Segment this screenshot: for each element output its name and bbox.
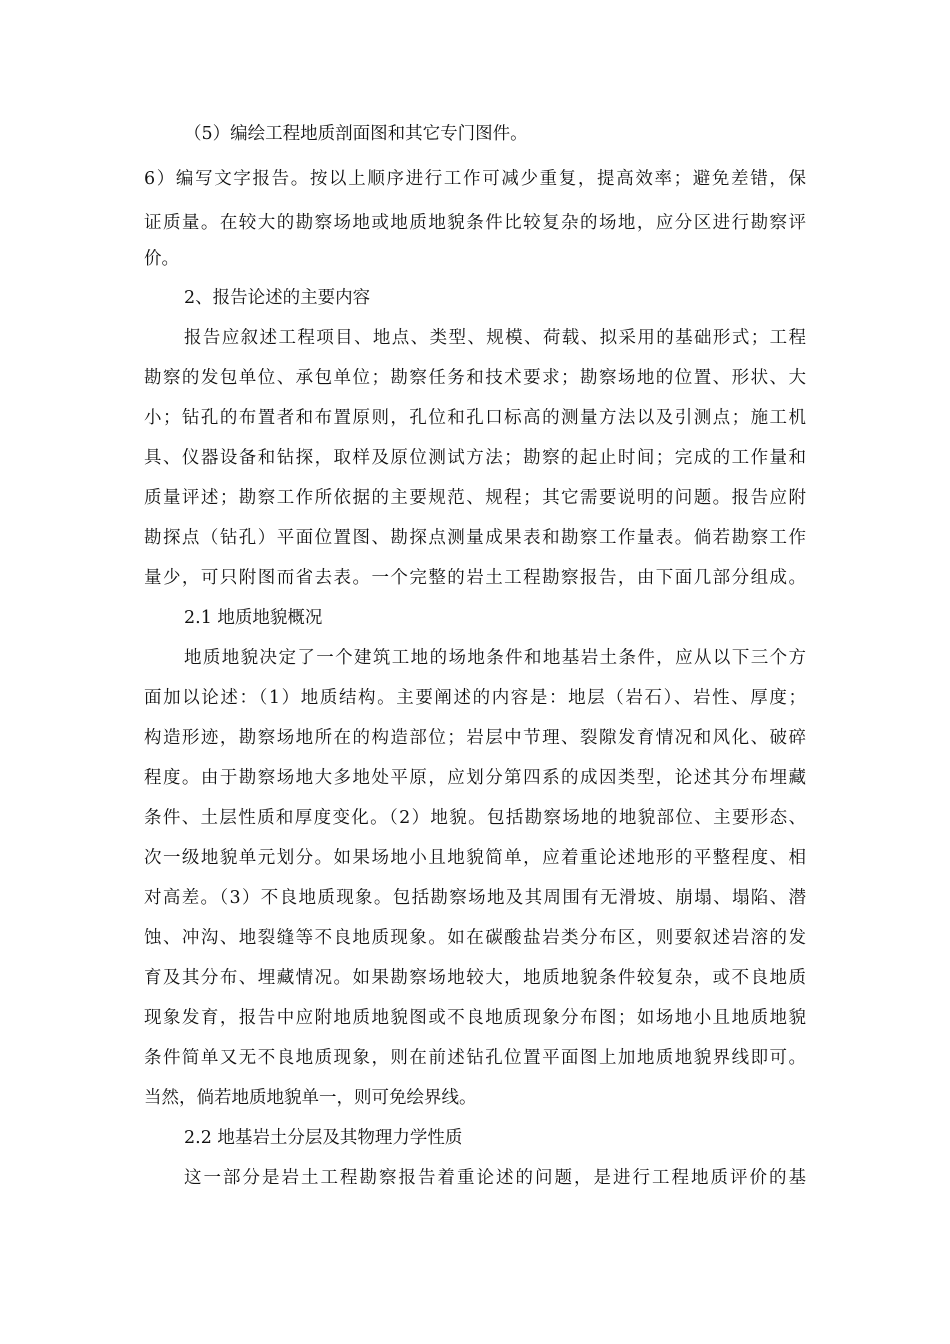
paragraph-line: 条件简单又无不良地质现象，则在前述钻孔位置平面图上加地质地貌界线即可。 [144,1048,806,1068]
paragraph-line: 报告应叙述工程项目、地点、类型、规模、荷载、拟采用的基础形式；工程 [184,328,806,348]
paragraph-line: 具、仪器设备和钻探，取样及原位测试方法；勘察的起止时间；完成的工作量和 [144,448,806,468]
paragraph-line: 量少，可只附图而省去表。一个完整的岩土工程勘察报告，由下面几部分组成。 [144,568,806,588]
paragraph-line: 勘察的发包单位、承包单位；勘察任务和技术要求；勘察场地的位置、形状、大 [144,368,806,388]
paragraph-line: 地质地貌决定了一个建筑工地的场地条件和地基岩土条件，应从以下三个方 [184,648,806,668]
paragraph-line: 小；钻孔的布置者和布置原则，孔位和孔口标高的测量方法以及引测点；施工机 [144,408,806,428]
paragraph-line: 价。 [144,249,179,269]
paragraph-line: 证质量。在较大的勘察场地或地质地貌条件比较复杂的场地，应分区进行勘察评 [144,213,806,233]
paragraph-line: 现象发育，报告中应附地质地貌图或不良地质现象分布图；如场地小且地质地貌 [144,1008,806,1028]
section-heading-2-1: 2.1 地质地貌概况 [184,608,323,628]
paragraph-line: 这一部分是岩土工程勘察报告着重论述的问题，是进行工程地质评价的基 [184,1168,806,1188]
paragraph-line: 对高差。（3）不良地质现象。包括勘察场地及其周围有无滑坡、崩塌、塌陷、潜 [144,888,806,908]
paragraph-line: 构造形迹，勘察场地所在的构造部位；岩层中节理、裂隙发育情况和风化、破碎 [144,728,806,748]
paragraph-line: 次一级地貌单元划分。如果场地小且地貌简单，应着重论述地形的平整程度、相 [144,848,806,868]
paragraph-line-step-5: （5）编绘工程地质剖面图和其它专门图件。 [184,124,528,144]
paragraph-line: 面加以论述：（1）地质结构。主要阐述的内容是：地层（岩石）、岩性、厚度； [144,688,806,708]
paragraph-line: 程度。由于勘察场地大多地处平原，应划分第四系的成因类型，论述其分布埋藏 [144,768,806,788]
paragraph-line: 勘探点（钻孔）平面位置图、勘探点测量成果表和勘察工作量表。倘若勘察工作 [144,528,806,548]
paragraph-line: 当然，倘若地质地貌单一，则可免绘界线。 [144,1088,477,1108]
paragraph-line: 蚀、冲沟、地裂缝等不良地质现象。如在碳酸盐岩类分布区，则要叙述岩溶的发 [144,928,806,948]
paragraph-line-step-6: 6）编写文字报告。按以上顺序进行工作可减少重复，提高效率；避免差错，保 [144,169,806,189]
paragraph-line: 育及其分布、埋藏情况。如果勘察场地较大，地质地貌条件较复杂，或不良地质 [144,968,806,988]
section-heading-2: 2、报告论述的主要内容 [184,288,371,308]
paragraph-line: 质量评述；勘察工作所依据的主要规范、规程；其它需要说明的问题。报告应附 [144,488,806,508]
paragraph-line: 条件、土层性质和厚度变化。（2）地貌。包括勘察场地的地貌部位、主要形态、 [144,808,806,828]
section-heading-2-2: 2.2 地基岩土分层及其物理力学性质 [184,1128,463,1148]
